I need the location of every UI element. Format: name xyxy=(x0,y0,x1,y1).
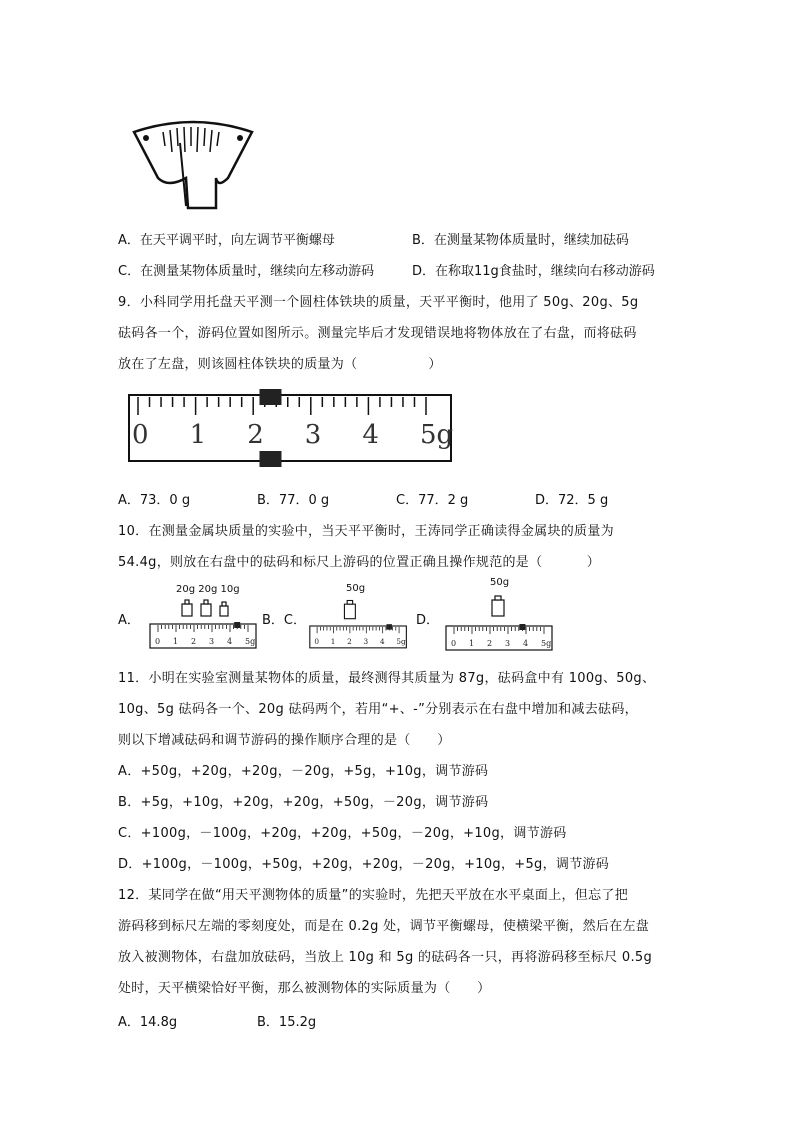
ruler-label: 2 xyxy=(247,420,264,450)
q9-stem-line-1: 9．小科同学用托盘天平测一个圆柱体铁块的质量，天平平衡时，他用了 50g、20g、5g xyxy=(118,295,639,310)
q10-fig-c-weight-label: 50g xyxy=(346,583,366,594)
mini-ruler-label: 4 xyxy=(227,637,233,646)
q11-stem-line-3: 则以下增减砝码和调节游码的操作顺序合理的是（ ） xyxy=(118,733,451,748)
q10-fig-d xyxy=(444,592,556,656)
q11-stem-line-1: 11．小明在实验室测量某物体的质量，最终测得其质量为 87g，砝码盒中有 100g、50g、 xyxy=(118,671,656,686)
q12-stem-line-1: 12．某同学在做“用天平测物体的质量”的实验时，先把天平放在水平桌面上，但忘了把 xyxy=(118,888,629,903)
balance-dial-figure xyxy=(128,118,258,210)
q12-stem-line-3: 放入被测物体，右盘加放砝码，当放上 10g 和 5g 的砝码各一只，再将游码移至标尺 0.5g xyxy=(118,950,653,965)
q12-stem-line-4: 处时，天平横梁恰好平衡，那么被测物体的实际质量为（ ） xyxy=(118,981,491,996)
mini-ruler-rider xyxy=(387,624,392,629)
q10-label-d: D． xyxy=(416,613,440,628)
mini-ruler-rider xyxy=(519,624,525,630)
q11-stem-line-2: 10g、5g 砝码各一个、20g 砝码两个，若用“+、-”分别表示在右盘中增加和减去砝码， xyxy=(118,702,638,717)
q10-fig-d-weight-label: 50g xyxy=(490,577,510,588)
q10-fig-a-weights-label: 20g 20g 10g xyxy=(176,584,240,595)
ruler-label: 4 xyxy=(362,420,379,450)
mini-ruler-label: 1 xyxy=(469,639,475,648)
mini-ruler-label: 3 xyxy=(209,637,215,646)
mini-ruler-rider xyxy=(234,622,240,628)
mini-ruler-label: 0 xyxy=(314,637,319,647)
mini-ruler-label: 5g xyxy=(245,637,256,646)
q10-fig-c xyxy=(308,596,410,656)
q12-stem-line-2: 游码移到标尺左端的零刻度处，而是在 0.2g 处，调节平衡螺母，使横梁平衡，然后在左盘 xyxy=(118,919,650,934)
q11-option-b: B．+5g，+10g，+20g，+20g，+50g，－20g，调节游码 xyxy=(118,795,489,810)
q9-stem-line-3: 放在了左盘，则该圆柱体铁块的质量为（ ） xyxy=(118,357,442,372)
q10-fig-a xyxy=(148,598,260,654)
q8-option-c: C．在测量某物体质量时，继续向左移动游码 xyxy=(118,264,375,279)
mini-ruler-label: 5g xyxy=(396,637,406,647)
mini-ruler-label: 2 xyxy=(347,637,352,647)
mini-ruler-label: 1 xyxy=(173,637,179,646)
q12-option-b: B．15.2g xyxy=(257,1015,317,1030)
q9-option-c: C．77．2 g xyxy=(396,493,469,508)
q11-option-d: D．+100g，－100g，+50g，+20g，+20g，－20g，+10g，+5g，调节游码 xyxy=(118,857,610,872)
q11-option-a: A．+50g，+20g，+20g，－20g，+5g，+10g，调节游码 xyxy=(118,764,489,779)
q12-option-a: A．14.8g xyxy=(118,1015,178,1030)
q9-option-a: A．73．0 g xyxy=(118,493,191,508)
q10-label-bc: B．C． xyxy=(262,613,306,628)
q9-option-b: B．77．0 g xyxy=(257,493,330,508)
mini-ruler-label: 4 xyxy=(523,639,529,648)
ruler-label: 1 xyxy=(189,420,207,450)
q8-option-a: A．在天平调平时，向左调节平衡螺母 xyxy=(118,233,335,248)
q8-option-d: D．在称取11g食盐时，继续向右移动游码 xyxy=(412,264,655,279)
ruler-label: 0 xyxy=(132,420,149,450)
mini-ruler-label: 4 xyxy=(379,637,385,647)
q9-rider-ruler xyxy=(126,387,456,471)
q10-stem-line-1: 10．在测量金属块质量的实验中，当天平平衡时，王涛同学正确读得金属块的质量为 xyxy=(118,524,614,539)
mini-ruler-label: 1 xyxy=(330,637,336,647)
mini-ruler-label: 5g xyxy=(541,639,552,648)
mini-ruler-label: 3 xyxy=(505,639,511,648)
mini-ruler-label: 3 xyxy=(363,637,369,647)
q10-stem-line-2: 54.4g，则放在右盘中的砝码和标尺上游码的位置正确且操作规范的是（ ） xyxy=(118,555,601,570)
q9-option-d: D．72．5 g xyxy=(535,493,609,508)
q9-stem-line-2: 砝码各一个，游码位置如图所示。测量完毕后才发现错误地将物体放在了右盘，而将砝码 xyxy=(118,326,637,341)
ruler-label: 3 xyxy=(304,420,322,450)
mini-ruler-label: 2 xyxy=(487,639,493,648)
mini-ruler-label: 2 xyxy=(191,637,197,646)
q10-label-a: A． xyxy=(118,613,140,628)
q11-option-c: C．+100g，－100g，+20g，+20g，+50g，－20g，+10g，调节游码 xyxy=(118,826,567,841)
ruler-label: 5g xyxy=(420,420,454,450)
mini-ruler-label: 0 xyxy=(155,637,161,646)
mini-ruler-label: 0 xyxy=(451,639,457,648)
q8-option-b: B．在测量某物体质量时，继续加砝码 xyxy=(412,233,629,248)
